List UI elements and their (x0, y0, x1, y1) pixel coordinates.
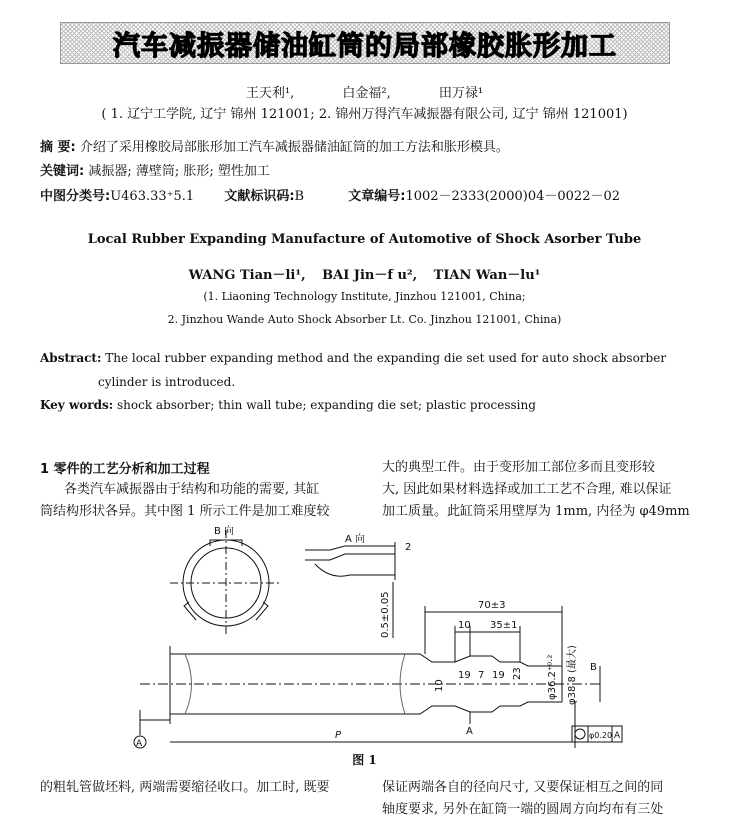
keywords-cn-label: 关键词: (40, 164, 85, 179)
keywords-en (40, 398, 536, 412)
bottom-right-para (382, 777, 722, 821)
authors-cn (0, 82, 729, 101)
affiliations-cn: ( 1. 辽宁工学院, 辽宁 锦州 121001; 2. 锦州万得汽车减振器有限公司, 辽宁 锦州 121001) (101, 107, 628, 122)
author-cn-1: 王天利¹, (245, 86, 295, 101)
right-col-line-2: 大, 因此如果材料选择或加工工艺不合理, 难以保证 (382, 482, 672, 497)
fig-dim-362: φ36.2⁺⁰·² (547, 654, 558, 700)
fig-dim-05: 0.5±0.05 (380, 591, 391, 638)
abstract-en-label: Abstract: (40, 351, 102, 365)
fig-dim-10b: 10 (434, 679, 445, 692)
author-en-1: WANG Tian－li¹, (188, 268, 306, 283)
doc-code-value: B (294, 189, 305, 204)
tube-lower-profile (170, 702, 562, 714)
fig-label-b: B (590, 662, 597, 673)
author-cn-2: 白金福², (342, 86, 391, 101)
abstract-cn-label: 摘 要: (40, 140, 76, 155)
left-col-line-1: 各类汽车减振器由于结构和功能的需要, 其缸 (64, 482, 320, 497)
keywords-en-text: shock absorber; thin wall tube; expanding die set; plastic processing (117, 398, 536, 412)
affiliation-en-1: (1. Liaoning Technology Institute, Jinzhou 121001, China; (203, 290, 526, 303)
clc-label: 中图分类号: (40, 189, 111, 204)
bottom-right-line-1: 保证两端各自的径向尺寸, 又要保证相互之间的同 (382, 780, 664, 795)
fig-label-a: A (466, 726, 473, 737)
fig-dim-7: 7 (478, 670, 485, 681)
fig-dim-388: φ38.8 (最大) (567, 645, 578, 705)
authors-en (0, 264, 729, 283)
abstract-en-line2: cylinder is introduced. (98, 375, 236, 389)
right-col-line-3: 加工质量。此缸筒采用壁厚为 1mm, 内径为 φ49mm (382, 504, 690, 519)
b-view-notch-right (256, 602, 268, 620)
fig-view-a: A 向 (345, 534, 366, 545)
abstract-en-line1: The local rubber expanding method and the expanding die set used for auto shock absorber (105, 351, 667, 365)
tube-upper-profile (170, 654, 562, 666)
fig-tol-ref: A (614, 731, 621, 741)
fig-dim-19a: 19 (458, 670, 471, 681)
b-view-notch-left (184, 602, 196, 620)
right-col-line-1: 大的典型工件。由于变形加工部位多而且变形较 (382, 460, 656, 475)
fig-dim-35: 35±1 (490, 620, 518, 631)
fig-dim-23: 23 (512, 667, 523, 680)
affiliation-en-2: 2. Jinzhou Wande Auto Shock Absorber Lt. Co. Jinzhou 121001, China) (167, 313, 562, 326)
clc-value: U463.33⁺5.1 (110, 189, 195, 204)
fig-label-p: P (335, 730, 342, 741)
a-view-curve (315, 564, 395, 576)
left-column-para (64, 479, 364, 501)
paper-title-en: Local Rubber Expanding Manufacture of Automotive of Shock Asorber Tube (87, 232, 642, 247)
figure-1-caption: 图 1 (352, 753, 377, 767)
keywords-en-label: Key words: (40, 398, 114, 412)
article-no-label: 文章编号: (348, 189, 406, 204)
author-en-2: BAI Jin－f u², (322, 268, 418, 283)
paper-title-cn-text: 汽车减振器储油缸筒的局部橡胶胀形加工 (113, 30, 617, 62)
right-column-para (382, 457, 722, 523)
keywords-cn-text: 减振器; 薄壁筒; 胀形; 塑性加工 (88, 164, 270, 179)
fig-datum-a: A (136, 739, 143, 749)
keywords-cn (40, 160, 270, 179)
left-col-line-2: 筒结构形状各异。其中图 1 所示工件是加工难度较 (40, 504, 330, 519)
doc-code-label: 文献标识码: (224, 189, 295, 204)
abstract-cn (40, 136, 509, 155)
abstract-en (40, 351, 666, 365)
bottom-right-line-2: 轴度要求, 另外在缸筒一端的圆周方向均布有三处 (382, 802, 664, 817)
classification-line (40, 185, 620, 204)
article-no-value: 1002－2333(2000)04－0022－02 (405, 189, 621, 204)
a-view-profile (305, 546, 395, 560)
fig-dim-19b: 19 (492, 670, 505, 681)
fig-dim-10a: 10 (458, 620, 471, 631)
fig-dim-70: 70±3 (478, 600, 506, 611)
author-en-3: TIAN Wan－lu¹ (433, 268, 541, 283)
paper-title-cn (60, 22, 670, 64)
author-cn-3: 田万禄¹ (438, 86, 484, 101)
fig-tolerance: φ0.20 (589, 731, 613, 740)
bottom-left-line: 的粗轧管做坯料, 两端需要缩径收口。加工时, 既要 (40, 780, 330, 795)
section-1-heading: 1 零件的工艺分析和加工过程 (40, 462, 210, 477)
fig-view-b: B 向 (214, 526, 235, 537)
fig-dim-2: 2 (405, 542, 412, 553)
figure-1-drawing (0, 520, 729, 755)
abstract-cn-text: 介绍了采用橡胶局部胀形加工汽车减振器储油缸筒的加工方法和胀形模具。 (79, 140, 509, 155)
